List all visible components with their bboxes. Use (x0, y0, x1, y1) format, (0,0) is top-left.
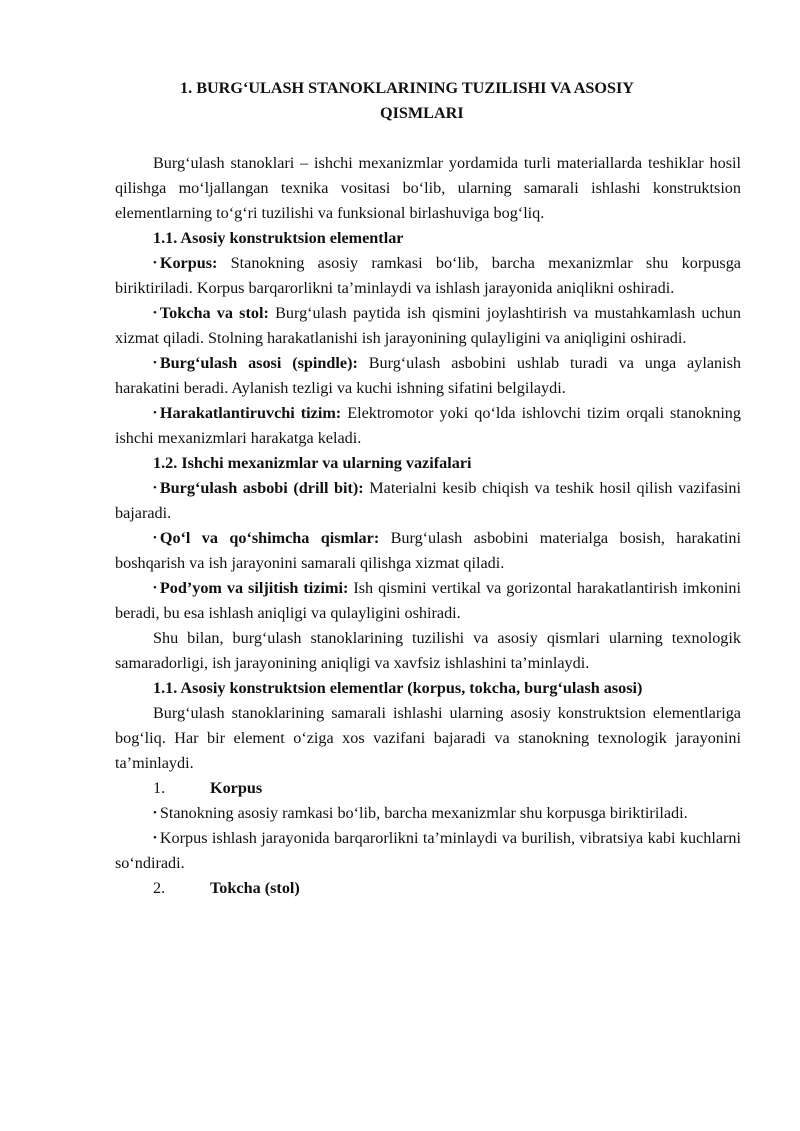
list-item-lift-system (115, 576, 741, 626)
section-intro-paragraph: Burg‘ulash stanoklarining samarali ishlashi ularning asosiy konstruktsion elementlariga bog‘liq. Har bir element o‘ziga xos vazifani bajaradi va stanokning texnologik jarayonini ta’minlaydi. (115, 704, 741, 772)
item-text: Burg‘ulash asbobini ushlab turadi va unga aylanish harakatini beradi. Aylanish tezligi va kuchi ishning sifatini belgilaydi. (115, 354, 741, 397)
item-term: Qo‘l va qo‘shimcha qismlar: (159, 529, 380, 547)
item-term: Pod’yom va siljitish tizimi: (159, 579, 349, 597)
intro-paragraph: Burg‘ulash stanoklari – ishchi mexanizmlar yordamida turli materiallarda teshiklar hosil qilishga mo‘ljallangan texnika vositasi bo‘lib, ularning samarali ishlashi konstruktsion elementlarning to‘g‘ri tuzilishi va funksional birlashuviga bog‘liq. (115, 154, 741, 222)
numbered-item-tokcha (115, 876, 741, 901)
bullet-icon: • (153, 357, 157, 369)
section-heading-1-2: 1.2. Ishchi mexanizmlar va ularning vazifalari (153, 454, 472, 472)
item-term: Burg‘ulash asbobi (drill bit): (159, 479, 364, 497)
list-item-korpus-stability (115, 826, 741, 876)
page-title (115, 76, 741, 126)
item-label: Korpus (210, 779, 263, 797)
item-label: Tokcha (stol) (210, 879, 300, 897)
document-body (115, 151, 741, 901)
item-text: Materialni kesib chiqish va teshik hosil qilish vazifasini bajaradi. (115, 479, 741, 522)
list-item-korpus (115, 251, 741, 301)
bullet-icon: • (153, 407, 157, 419)
bullet-icon: • (153, 832, 157, 844)
item-text: Burg‘ulash asbobini materialga bosish, harakatini boshqarish va ish jarayonini samarali qilishga xizmat qiladi. (115, 529, 741, 572)
item-term: Harakatlantiruvchi tizim: (159, 404, 342, 422)
item-term: Tokcha va stol: (159, 304, 269, 322)
section-heading-1-1-detail: 1.1. Asosiy konstruktsion elementlar (korpus, tokcha, burg‘ulash asosi) (153, 679, 643, 697)
item-number: 2. (153, 879, 166, 897)
section-heading-1-1: 1.1. Asosiy konstruktsion elementlar (153, 229, 404, 247)
item-text: Burg‘ulash paytida ish qismini joylashtirish va mustahkamlash uchun xizmat qiladi. Stolning harakatlanishi ish jarayonining qulayligini va aniqligini oshiradi. (115, 304, 741, 347)
title-line-2: QISMLARI (380, 104, 464, 122)
bullet-icon: • (153, 307, 157, 319)
item-text: Elektromotor yoki qo‘lda ishlovchi tizim orqali stanokning ishchi mexanizmlari harakatga keladi. (115, 404, 741, 447)
item-term: Korpus: (159, 254, 218, 272)
list-item-tokcha (115, 301, 741, 351)
bullet-icon: • (153, 532, 157, 544)
list-item-drive-system (115, 401, 741, 451)
summary-paragraph: Shu bilan, burg‘ulash stanoklarining tuzilishi va asosiy qismlari ularning texnologik samaradorligi, ish jarayonining aniqligi va xavfsiz ishlashini ta’minlaydi. (115, 629, 741, 672)
item-text: Stanokning asosiy ramkasi bo‘lib, barcha mexanizmlar shu korpusga biriktiriladi. Korpus barqarorlikni ta’minlaydi va ishlash jarayonida aniqlikni oshiradi. (115, 254, 741, 297)
bullet-icon: • (153, 482, 157, 494)
bullet-icon: • (153, 582, 157, 594)
list-item-korpus-frame (115, 801, 741, 826)
item-text: Ish qismini vertikal va gorizontal harakatlantirish imkonini beradi, bu esa ishlash aniqligi va qulayligini oshiradi. (115, 579, 741, 622)
list-item-hand-parts (115, 526, 741, 576)
item-text: Stanokning asosiy ramkasi bo‘lib, barcha mexanizmlar shu korpusga biriktiriladi. (159, 804, 688, 822)
item-text: Korpus ishlash jarayonida barqarorlikni ta’minlaydi va burilish, vibratsiya kabi kuchlarni so‘ndiradi. (115, 829, 741, 872)
list-item-drill-bit (115, 476, 741, 526)
numbered-item-korpus (115, 776, 741, 801)
list-item-spindle (115, 351, 741, 401)
title-line-1: 1. BURG‘ULASH STANOKLARINING TUZILISHI VA ASOSIY (180, 79, 634, 97)
item-number: 1. (153, 779, 166, 797)
item-term: Burg‘ulash asosi (spindle): (159, 354, 358, 372)
bullet-icon: • (153, 807, 157, 819)
bullet-icon: • (153, 257, 157, 269)
